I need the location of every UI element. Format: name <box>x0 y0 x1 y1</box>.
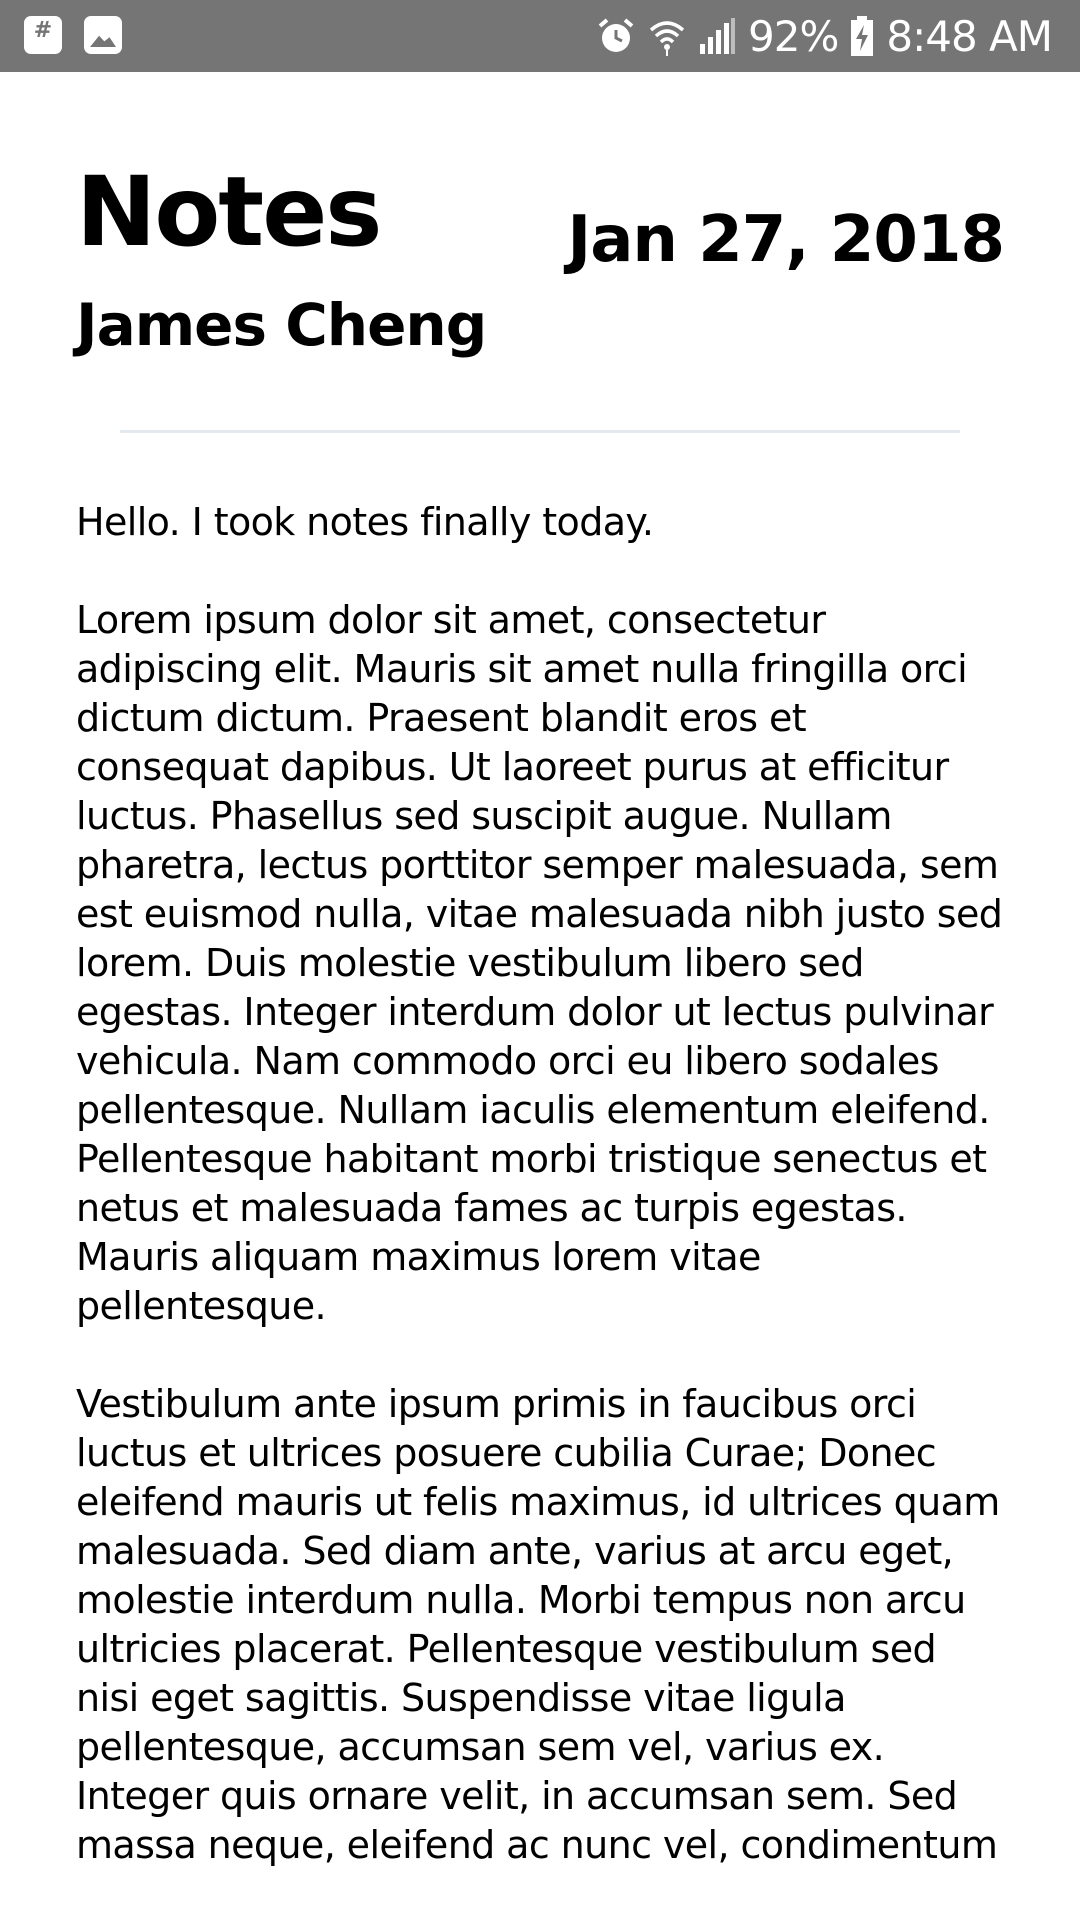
battery-percentage: 92% <box>748 11 839 61</box>
signal-icon <box>698 18 736 54</box>
page-title: Notes <box>76 156 381 268</box>
note-paragraph: Lorem ipsum dolor sit amet, consectetur adipiscing elit. Mauris sit amet nulla fringilla orci dictum dictum. Praesent blandit eros et consequat dapibus. Ut laoreet purus at efficitur luctus. Phasellus sed suscipit augue. Nullam pharetra, lectus porttitor semper malesuada, sem est euismod nulla, vitae malesuada nibh justo sed lorem. Duis molestie vestibulum libero sed egestas. Integer interdum dolor ut lectus pulvinar vehicula. Nam commodo orci eu libero sodales pellentesque. Nullam iaculis elementum eleifend. Pellentesque habitant morbi tristique senectus et netus et malesuada fames ac turpis egestas. Mauris aliquam maximus lorem vitae pellentesque. <box>76 598 1003 1328</box>
wifi-icon <box>648 16 686 56</box>
image-notification-icon <box>84 16 122 54</box>
author-name: James Cheng <box>76 291 487 359</box>
note-paragraph: Vestibulum ante ipsum primis in faucibus orci luctus et ultrices posuere cubilia Curae; Donec eleifend mauris ut felis maximus, id ultrices quam malesuada. Sed diam ante, varius at arcu eget, molestie interdum nulla. Morbi tempus non arcu ultricies placerat. Pellentesque vestibulum sed nisi eget sagittis. Suspendisse vitae ligula pellentesque, accumsan sem vel, varius ex. Integer quis ornare velit, in accumsan sem. Sed massa neque, eleifend ac nunc vel, condimentum <box>76 1382 1000 1867</box>
notification-icons <box>24 16 122 54</box>
battery-charging-icon <box>850 16 874 56</box>
status-bar <box>0 0 1080 72</box>
alarm-icon <box>596 16 636 56</box>
note-body[interactable] <box>76 498 1006 1867</box>
note-paragraph: Hello. I took notes finally today. <box>76 500 654 544</box>
chat-notification-icon <box>24 16 62 54</box>
clock-time: 8:48 AM <box>886 11 1052 61</box>
header-divider <box>120 430 960 433</box>
note-date: Jan 27, 2018 <box>567 203 1004 277</box>
system-status <box>596 0 1052 72</box>
